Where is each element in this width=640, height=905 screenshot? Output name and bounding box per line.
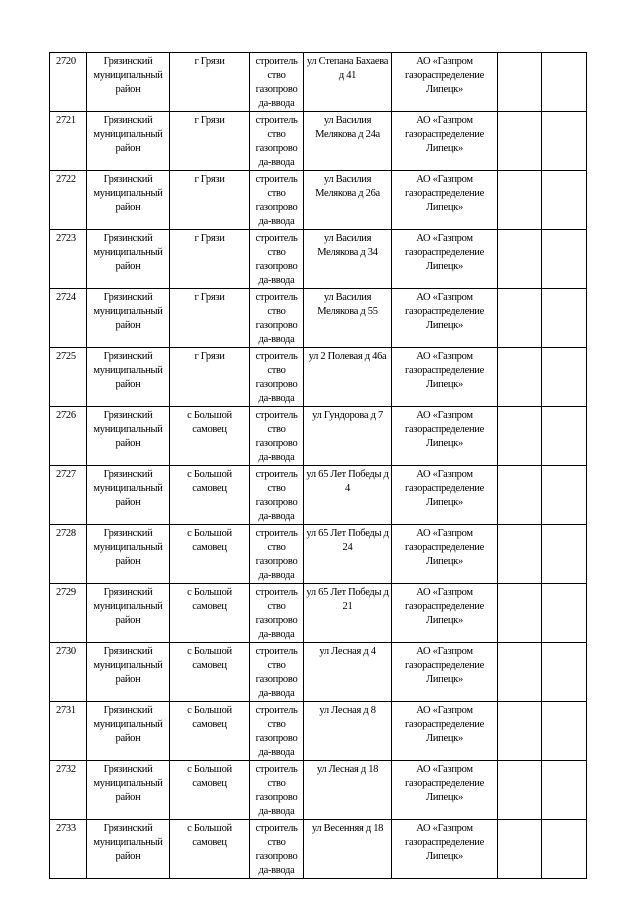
address-cell: ул 65 Лет Победы д 24 — [304, 525, 392, 584]
address-cell: ул 2 Полевая д 46а — [304, 348, 392, 407]
organization-cell: АО «Газпром газораспределение Липецк» — [392, 584, 498, 643]
work-type-cell: строитель ство газопрово да-ввода — [250, 289, 304, 348]
work-type-cell: строитель ство газопрово да-ввода — [250, 761, 304, 820]
address-cell: ул 65 Лет Победы д 21 — [304, 584, 392, 643]
locality-cell: с Большой самовец — [170, 584, 250, 643]
row-number-cell: 2727 — [50, 466, 87, 525]
district-cell: Грязинский муниципальный район — [87, 761, 170, 820]
district-cell: Грязинский муниципальный район — [87, 171, 170, 230]
table-row — [50, 348, 587, 407]
work-type-cell: строитель ство газопрово да-ввода — [250, 584, 304, 643]
organization-cell: АО «Газпром газораспределение Липецк» — [392, 820, 498, 879]
empty-cell — [498, 643, 542, 702]
row-number-cell: 2722 — [50, 171, 87, 230]
empty-cell — [542, 702, 587, 761]
table-body — [50, 53, 587, 879]
organization-cell: АО «Газпром газораспределение Липецк» — [392, 230, 498, 289]
address-cell: ул Степана Бахаева д 41 — [304, 53, 392, 112]
row-number-cell: 2733 — [50, 820, 87, 879]
work-type-cell: строитель ство газопрово да-ввода — [250, 348, 304, 407]
empty-cell — [498, 761, 542, 820]
locality-cell: с Большой самовец — [170, 761, 250, 820]
empty-cell — [498, 289, 542, 348]
empty-cell — [542, 643, 587, 702]
table-row — [50, 525, 587, 584]
table-row — [50, 820, 587, 879]
work-type-cell: строитель ство газопрово да-ввода — [250, 643, 304, 702]
empty-cell — [542, 761, 587, 820]
row-number-cell: 2730 — [50, 643, 87, 702]
work-type-cell: строитель ство газопрово да-ввода — [250, 407, 304, 466]
district-cell: Грязинский муниципальный район — [87, 289, 170, 348]
organization-cell: АО «Газпром газораспределение Липецк» — [392, 643, 498, 702]
table-row — [50, 289, 587, 348]
work-type-cell: строитель ство газопрово да-ввода — [250, 53, 304, 112]
address-cell: ул Василия Мелякова д 26а — [304, 171, 392, 230]
organization-cell: АО «Газпром газораспределение Липецк» — [392, 702, 498, 761]
table-row — [50, 230, 587, 289]
empty-cell — [542, 820, 587, 879]
work-type-cell: строитель ство газопрово да-ввода — [250, 525, 304, 584]
address-cell: ул Лесная д 4 — [304, 643, 392, 702]
organization-cell: АО «Газпром газораспределение Липецк» — [392, 525, 498, 584]
empty-cell — [542, 289, 587, 348]
locality-cell: с Большой самовец — [170, 702, 250, 761]
table-row — [50, 702, 587, 761]
locality-cell: г Грязи — [170, 53, 250, 112]
district-cell: Грязинский муниципальный район — [87, 820, 170, 879]
district-cell: Грязинский муниципальный район — [87, 584, 170, 643]
district-cell: Грязинский муниципальный район — [87, 466, 170, 525]
organization-cell: АО «Газпром газораспределение Липецк» — [392, 289, 498, 348]
locality-cell: с Большой самовец — [170, 643, 250, 702]
address-cell: ул Гундорова д 7 — [304, 407, 392, 466]
address-cell: ул Лесная д 18 — [304, 761, 392, 820]
district-cell: Грязинский муниципальный район — [87, 348, 170, 407]
empty-cell — [542, 466, 587, 525]
row-number-cell: 2726 — [50, 407, 87, 466]
empty-cell — [498, 112, 542, 171]
district-cell: Грязинский муниципальный район — [87, 643, 170, 702]
locality-cell: с Большой самовец — [170, 525, 250, 584]
empty-cell — [542, 348, 587, 407]
work-type-cell: строитель ство газопрово да-ввода — [250, 466, 304, 525]
district-cell: Грязинский муниципальный район — [87, 112, 170, 171]
organization-cell: АО «Газпром газораспределение Липецк» — [392, 348, 498, 407]
row-number-cell: 2721 — [50, 112, 87, 171]
district-cell: Грязинский муниципальный район — [87, 525, 170, 584]
empty-cell — [498, 820, 542, 879]
work-type-cell: строитель ство газопрово да-ввода — [250, 702, 304, 761]
address-cell: ул Василия Мелякова д 24а — [304, 112, 392, 171]
empty-cell — [542, 112, 587, 171]
organization-cell: АО «Газпром газораспределение Липецк» — [392, 466, 498, 525]
row-number-cell: 2724 — [50, 289, 87, 348]
row-number-cell: 2725 — [50, 348, 87, 407]
locality-cell: г Грязи — [170, 289, 250, 348]
address-cell: ул Лесная д 8 — [304, 702, 392, 761]
empty-cell — [498, 584, 542, 643]
locality-cell: с Большой самовец — [170, 466, 250, 525]
empty-cell — [542, 525, 587, 584]
empty-cell — [498, 525, 542, 584]
empty-cell — [498, 407, 542, 466]
empty-cell — [498, 230, 542, 289]
organization-cell: АО «Газпром газораспределение Липецк» — [392, 407, 498, 466]
organization-cell: АО «Газпром газораспределение Липецк» — [392, 53, 498, 112]
address-cell: ул Василия Мелякова д 55 — [304, 289, 392, 348]
address-cell: ул 65 Лет Победы д 4 — [304, 466, 392, 525]
table-row — [50, 643, 587, 702]
address-cell: ул Весенняя д 18 — [304, 820, 392, 879]
table-row — [50, 112, 587, 171]
row-number-cell: 2720 — [50, 53, 87, 112]
locality-cell: с Большой самовец — [170, 407, 250, 466]
empty-cell — [542, 53, 587, 112]
row-number-cell: 2731 — [50, 702, 87, 761]
district-cell: Грязинский муниципальный район — [87, 230, 170, 289]
organization-cell: АО «Газпром газораспределение Липецк» — [392, 112, 498, 171]
work-type-cell: строитель ство газопрово да-ввода — [250, 171, 304, 230]
empty-cell — [498, 53, 542, 112]
gas-connection-table — [49, 52, 587, 879]
empty-cell — [542, 584, 587, 643]
district-cell: Грязинский муниципальный район — [87, 407, 170, 466]
empty-cell — [498, 702, 542, 761]
empty-cell — [542, 407, 587, 466]
work-type-cell: строитель ство газопрово да-ввода — [250, 112, 304, 171]
organization-cell: АО «Газпром газораспределение Липецк» — [392, 171, 498, 230]
empty-cell — [498, 348, 542, 407]
table-row — [50, 466, 587, 525]
empty-cell — [498, 171, 542, 230]
locality-cell: г Грязи — [170, 112, 250, 171]
locality-cell: с Большой самовец — [170, 820, 250, 879]
row-number-cell: 2728 — [50, 525, 87, 584]
district-cell: Грязинский муниципальный район — [87, 53, 170, 112]
work-type-cell: строитель ство газопрово да-ввода — [250, 230, 304, 289]
empty-cell — [542, 171, 587, 230]
organization-cell: АО «Газпром газораспределение Липецк» — [392, 761, 498, 820]
locality-cell: г Грязи — [170, 230, 250, 289]
locality-cell: г Грязи — [170, 171, 250, 230]
row-number-cell: 2729 — [50, 584, 87, 643]
empty-cell — [498, 466, 542, 525]
table-row — [50, 171, 587, 230]
district-cell: Грязинский муниципальный район — [87, 702, 170, 761]
table-row — [50, 584, 587, 643]
work-type-cell: строитель ство газопрово да-ввода — [250, 820, 304, 879]
empty-cell — [542, 230, 587, 289]
locality-cell: г Грязи — [170, 348, 250, 407]
address-cell: ул Василия Мелякова д 34 — [304, 230, 392, 289]
row-number-cell: 2732 — [50, 761, 87, 820]
table-row — [50, 53, 587, 112]
table-row — [50, 407, 587, 466]
row-number-cell: 2723 — [50, 230, 87, 289]
table-row — [50, 761, 587, 820]
